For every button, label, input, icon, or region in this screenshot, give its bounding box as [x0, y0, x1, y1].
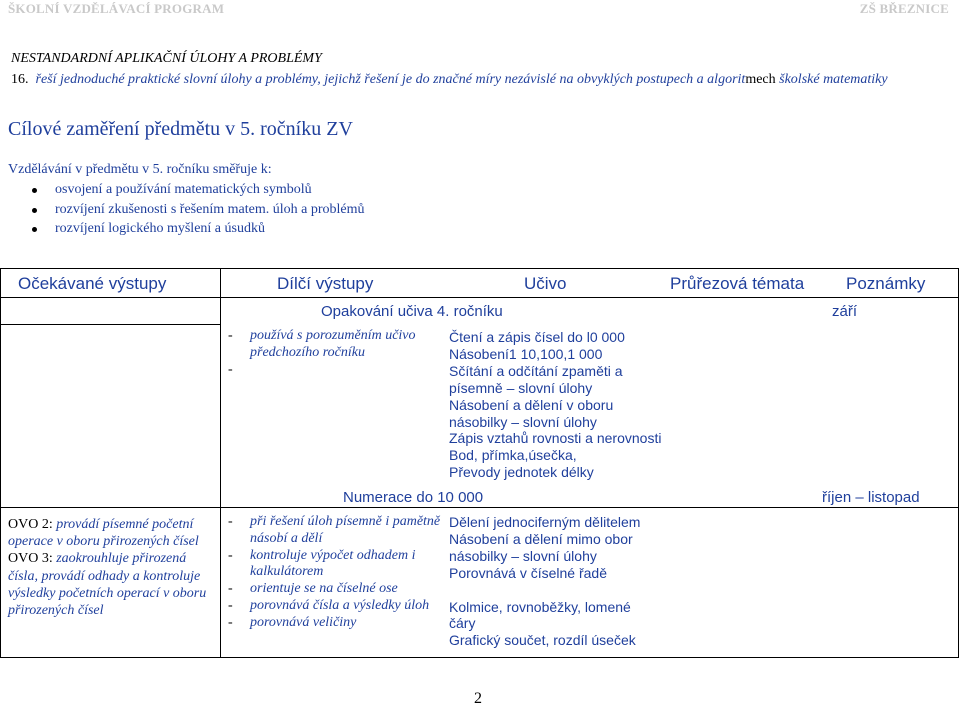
- outcome-item: [8, 550, 208, 619]
- list-item: čáry: [449, 615, 476, 632]
- column-header-notes: Poznámky: [846, 274, 926, 293]
- list-item: Bod, přímka,úsečka,: [449, 447, 577, 464]
- list-item: Grafický součet, rozdíl úseček: [449, 632, 636, 649]
- section-month: září: [832, 303, 858, 320]
- list-item: rozvíjení logického myšlení a úsudků: [0, 219, 364, 239]
- list-item: - orientuje se na číselné ose: [226, 581, 441, 598]
- partial-outcomes-list: [226, 514, 441, 632]
- list-item: Čtení a zápis čísel do l0 000: [449, 329, 625, 345]
- column-header-outcomes: Očekávané výstupy: [18, 274, 167, 293]
- list-item: - při řešení úloh písemně i pamětně násobí a dělí: [226, 514, 441, 548]
- list-item: Kolmice, rovnoběžky, lomené: [449, 598, 631, 615]
- list-item: - kontroluje výpočet odhadem i kalkulátorem: [226, 548, 441, 582]
- list-item: - porovnává veličiny: [226, 615, 441, 632]
- list-item: [449, 582, 640, 599]
- curriculum-list: [449, 329, 661, 481]
- list-item: osvojení a používání matematických symbolů: [0, 180, 364, 200]
- standard-text-a: řeší jednoduché praktické slovní úlohy a problémy, jejichž řešení je do značné míry nezávislé na obvyklých postupech a algorit: [35, 72, 746, 87]
- list-item: - porovnává čísla a výsledky úloh: [226, 598, 441, 615]
- standard-text-c: školské matematiky: [779, 72, 888, 87]
- intro-bullets: [0, 180, 364, 239]
- curriculum-list: [449, 514, 640, 649]
- column-header-partial: Dílčí výstupy: [277, 274, 374, 293]
- outcome-text: zaokrouhluje přirozená čísla, provádí odhady a kontroluje výsledky početních operací v oboru přirozených čísel: [8, 551, 207, 619]
- list-item: násobilky – slovní úlohy: [449, 547, 597, 564]
- list-item: [226, 362, 436, 379]
- outcome-code: OVO 2:: [8, 517, 53, 532]
- standard-text-b: mech: [745, 72, 776, 87]
- list-item: Dělení jednociferným dělitelem: [449, 514, 641, 530]
- intro-text: Vzdělávání v předmětu v 5. ročníku směřuje k:: [8, 162, 272, 177]
- standard-item: [11, 72, 888, 88]
- table-divider: [0, 507, 959, 508]
- standard-number: 16.: [11, 72, 29, 87]
- table-top-border: [0, 268, 959, 269]
- section-heading: Opakování učiva 4. ročníku: [321, 303, 503, 320]
- list-item: Převody jednotek délky: [449, 464, 594, 481]
- table-divider: [0, 324, 220, 325]
- column-divider: [220, 268, 221, 658]
- column-header-crosscutting: Průřezová témata: [670, 274, 805, 293]
- list-item: Zápis vztahů rovnosti a nerovnosti: [449, 430, 662, 447]
- standard-heading: NESTANDARDNÍ APLIKAČNÍ ÚLOHY A PROBLÉMY: [11, 51, 322, 66]
- table-border: [0, 268, 1, 658]
- page-header: [0, 0, 959, 20]
- header-right: ZŠ BŘEZNICE: [859, 1, 949, 16]
- table-bottom-border: [0, 657, 959, 658]
- outcome-item: [8, 516, 208, 550]
- section-title: Cílové zaměření předmětu v 5. ročníku ZV: [8, 118, 353, 140]
- list-item: Sčítání a odčítání zpaměti a: [449, 362, 623, 379]
- page-number: 2: [474, 690, 482, 706]
- list-item: násobilky – slovní úlohy: [449, 413, 597, 430]
- table-header-border: [0, 297, 959, 298]
- outcome-text: provádí písemné početní operace v oboru přirozených čísel: [8, 517, 199, 550]
- list-item: Násobení a dělení v oboru: [449, 396, 614, 413]
- section-heading: Numerace do 10 000: [343, 489, 484, 506]
- outcome-code: OVO 3:: [8, 551, 53, 567]
- header-left: ŠKOLNÍ VZDĚLÁVACÍ PROGRAM: [8, 1, 225, 16]
- expected-outcomes: [8, 516, 208, 619]
- list-item: - používá s porozuměním učivo předchozího ročníku: [226, 328, 436, 362]
- list-item: Násobení a dělení mimo obor: [449, 530, 633, 547]
- column-header-curriculum: Učivo: [524, 274, 567, 293]
- list-item: Porovnává v číselné řadě: [449, 564, 607, 581]
- partial-outcomes-list: [226, 328, 436, 378]
- list-item: rozvíjení zkušenosti s řešením matem. úloh a problémů: [0, 200, 364, 220]
- list-item: Násobení1 10,100,1 000: [449, 345, 603, 362]
- section-month: říjen – listopad: [822, 489, 920, 506]
- list-item: písemně – slovní úlohy: [449, 379, 593, 396]
